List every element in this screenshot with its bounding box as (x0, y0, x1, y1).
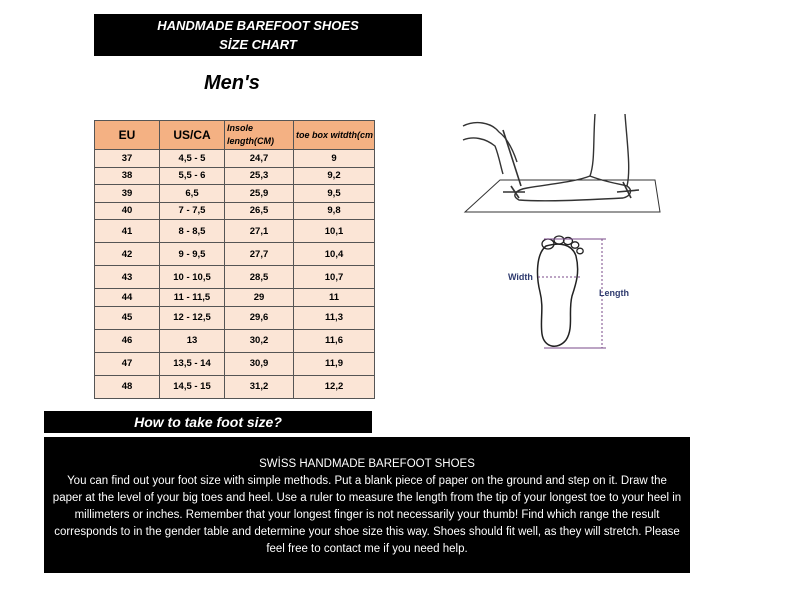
table-row (95, 243, 375, 266)
cell-us-ca: 5,5 - 6 (160, 167, 225, 185)
cell-us-ca: 11 - 11,5 (160, 289, 225, 307)
cell-eu: 46 (95, 329, 160, 352)
cell-toe-box: 9,5 (294, 185, 375, 203)
leg-outline (590, 114, 629, 186)
cell-insole: 30,2 (225, 329, 294, 352)
table-row (95, 202, 375, 220)
cell-toe-box: 9,8 (294, 202, 375, 220)
toe-5-icon (577, 248, 583, 254)
cell-insole: 31,2 (225, 375, 294, 398)
cell-insole: 30,9 (225, 352, 294, 375)
footprint-diagram (500, 232, 650, 354)
length-label: Length (599, 288, 629, 298)
cell-us-ca: 10 - 10,5 (160, 266, 225, 289)
table-row (95, 375, 375, 398)
cell-eu: 37 (95, 150, 160, 168)
cell-eu: 42 (95, 243, 160, 266)
instructions-heading: SWİSS HANDMADE BAREFOOT SHOES (259, 458, 475, 470)
cell-toe-box: 11,9 (294, 352, 375, 375)
width-label: Width (508, 272, 533, 282)
footprint-outline (538, 244, 578, 346)
cell-insole: 27,7 (225, 243, 294, 266)
cell-us-ca: 7 - 7,5 (160, 202, 225, 220)
cell-toe-box: 10,4 (294, 243, 375, 266)
table-row (95, 352, 375, 375)
cell-toe-box: 10,7 (294, 266, 375, 289)
cell-us-ca: 8 - 8,5 (160, 220, 225, 243)
how-to-title: How to take foot size? (44, 411, 372, 433)
cell-eu: 48 (95, 375, 160, 398)
toe-4-icon (571, 242, 579, 248)
cell-eu: 43 (95, 266, 160, 289)
section-title: Men's (204, 72, 260, 94)
table-header-row (95, 121, 375, 150)
cell-toe-box: 9 (294, 150, 375, 168)
cell-us-ca: 6,5 (160, 185, 225, 203)
header-toe-box-width: toe box witdth(cm (294, 121, 375, 150)
instructions-body: You can find out your foot size with simple methods. Put a blank piece of paper on the ground and step on it. Draw the paper at the level of your big toes and heel. Use a ruler to measure the length from the tip of your longest toe to your heel in millimeters or inches. Remember that your longest finger is not necessarily your thumb! Find which range the result corresponds to in the gender table and determine your shoe size this way. Shoes should fit well, as they will stretch. Please feel free to contact me if you need help. (52, 475, 682, 555)
cell-insole: 25,3 (225, 167, 294, 185)
brand-title: HANDMADE BAREFOOT SHOES (157, 18, 359, 33)
cell-eu: 38 (95, 167, 160, 185)
cell-insole: 28,5 (225, 266, 294, 289)
table-row (95, 306, 375, 329)
cell-us-ca: 14,5 - 15 (160, 375, 225, 398)
header-us-ca: US/CA (160, 121, 225, 150)
cell-insole: 26,5 (225, 202, 294, 220)
cell-toe-box: 11 (294, 289, 375, 307)
table-row (95, 167, 375, 185)
foot-tracing-illustration (455, 112, 670, 222)
cell-eu: 44 (95, 289, 160, 307)
cell-eu: 45 (95, 306, 160, 329)
cell-insole: 29 (225, 289, 294, 307)
cell-eu: 47 (95, 352, 160, 375)
cell-insole: 27,1 (225, 220, 294, 243)
table-row (95, 329, 375, 352)
cell-insole: 24,7 (225, 150, 294, 168)
table-row (95, 150, 375, 168)
cell-us-ca: 13 (160, 329, 225, 352)
cell-toe-box: 9,2 (294, 167, 375, 185)
pencil (503, 130, 521, 186)
toe-2-icon (554, 236, 564, 244)
table-row (95, 289, 375, 307)
cell-eu: 40 (95, 202, 160, 220)
header-insole-length: Insole length(CM) (225, 121, 294, 150)
header-eu: EU (95, 121, 160, 150)
table-row (95, 220, 375, 243)
size-chart-title: SİZE CHART (219, 37, 297, 52)
instructions-box (44, 437, 690, 573)
size-table (94, 120, 375, 399)
cell-us-ca: 9 - 9,5 (160, 243, 225, 266)
cell-eu: 39 (95, 185, 160, 203)
cell-eu: 41 (95, 220, 160, 243)
cell-insole: 29,6 (225, 306, 294, 329)
cell-us-ca: 12 - 12,5 (160, 306, 225, 329)
cell-us-ca: 13,5 - 14 (160, 352, 225, 375)
cell-us-ca: 4,5 - 5 (160, 150, 225, 168)
cell-insole: 25,9 (225, 185, 294, 203)
cell-toe-box: 12,2 (294, 375, 375, 398)
cell-toe-box: 10,1 (294, 220, 375, 243)
cell-toe-box: 11,3 (294, 306, 375, 329)
cell-toe-box: 11,6 (294, 329, 375, 352)
table-row (95, 266, 375, 289)
table-row (95, 185, 375, 203)
chart-title-banner (94, 14, 422, 56)
